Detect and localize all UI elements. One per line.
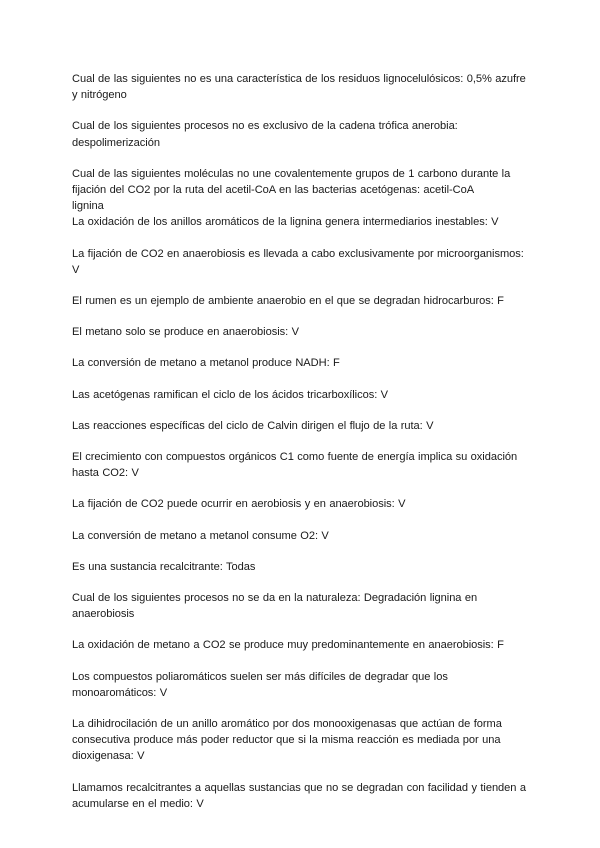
question-item: La dihidrocilación de un anillo aromático por dos monooxigenasas que actúan de forma consecutiva produce más poder reductor que si la misma reacción es mediada por una dioxigenasa: V [72, 718, 502, 763]
question-item: Las acetógenas ramifican el ciclo de los ácidos tricarboxílicos: V [72, 388, 389, 401]
question-item: El crecimiento con compuestos orgánicos C1 como fuente de energía implica su oxidación hasta CO2: V [72, 451, 518, 480]
question-item: Cual de los siguientes procesos no es exclusivo de la cadena trófica anerobia: despolimerización [72, 120, 458, 149]
question-item: El rumen es un ejemplo de ambiente anaerobio en el que se degradan hidrocarburos: F [72, 295, 504, 308]
question-item: La oxidación de los anillos aromáticos de la lignina genera intermediarios inestables: V [72, 216, 499, 229]
question-item: La fijación de CO2 puede ocurrir en aerobiosis y en anaerobiosis: V [72, 498, 406, 511]
question-item: La fijación de CO2 en anaerobiosis es llevada a cabo exclusivamente por microorganismos: V [72, 247, 524, 276]
question-item: El metano solo se produce en anaerobiosis: V [72, 326, 299, 339]
question-item: La oxidación de metano a CO2 se produce muy predominantemente en anaerobiosis: F [72, 639, 504, 652]
question-item: Los compuestos poliaromáticos suelen ser más difíciles de degradar que los monoaromáticos: V [72, 670, 448, 699]
question-item: Las reacciones específicas del ciclo de Calvin dirigen el flujo de la ruta: V [72, 419, 434, 432]
question-item: La conversión de metano a metanol produce NADH: F [72, 357, 340, 370]
question-item: Cual de las siguientes no es una característica de los residuos lignocelulósicos: 0,5% azufre y nitrógeno [72, 73, 526, 102]
document-body [72, 71, 534, 827]
question-item: Es una sustancia recalcitrante: Todas [72, 560, 256, 573]
question-item: Cual de las siguientes moléculas no une covalentemente grupos de 1 carbono durante la fijación del CO2 por la ruta del acetil-CoA en las bacterias acetógenas: acetil-CoA lignina [72, 167, 511, 213]
question-item: La conversión de metano a metanol consume O2: V [72, 529, 329, 542]
question-item: Cual de los siguientes procesos no se da en la naturaleza: Degradación lignina en anaerobiosis [72, 592, 478, 621]
question-item: Llamamos recalcitrantes a aquellas sustancias que no se degradan con facilidad y tienden a acumularse en el medio: V [72, 781, 526, 810]
